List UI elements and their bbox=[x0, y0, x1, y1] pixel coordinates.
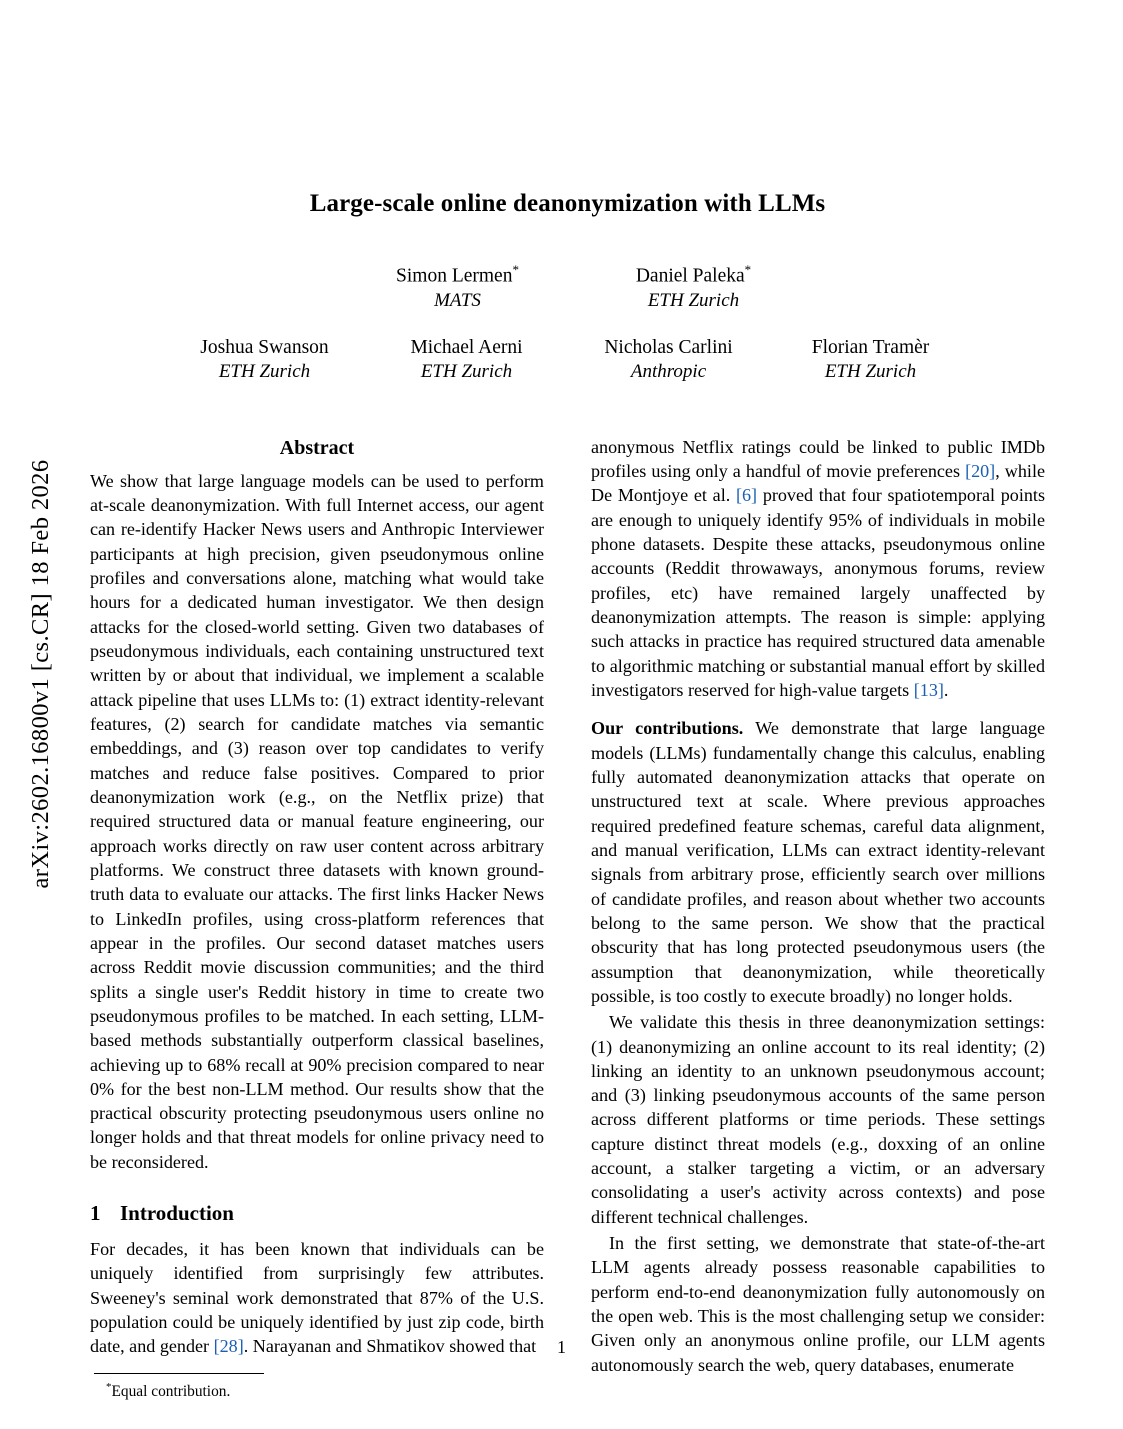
footnote-equal-contribution bbox=[90, 1380, 544, 1402]
author-name: Michael Aerni bbox=[410, 336, 523, 358]
author-affiliation: ETH Zurich bbox=[218, 360, 311, 382]
abstract-text: We show that large language models can be used to perform at-scale deanonymization. With full Internet access, our agent can re-identify Hacker News users and Anthropic Interviewer participants at high precision, given pseudonymous online profiles and conversations alone, matching what would take hours for a dedicated human investigator. We then design attacks for the closed-world setting. Given two databases of pseudonymous individuals, each containing unstructured text written by or about that individual, we implement a scalable attack pipeline that uses LLMs to: (1) extract identity-relevant features, (2) search for candidate matches via semantic embeddings, and (3) reason over top candidates to verify matches and reduce false positives. Compared to prior deanonymization work (e.g., on the Netflix prize) that required structured data or manual feature engineering, our approach works directly on raw user content across arbitrary platforms. We construct three datasets with known ground-truth data to evaluate our attacks. The first links Hacker News to LinkedIn profiles, using cross-platform references that appear in the profiles. Our second dataset matches users across Reddit movie discussion communities; and the third splits a single user's Reddit history in time to create two pseudonymous profiles to be matched. In each setting, LLM-based methods substantially outperform classical baselines, achieving up to 68% recall at 90% precision compared to near 0% for the best non-LLM method. Our results show that the practical obscurity protecting pseudonymous users online no longer holds and that threat models for online privacy need to be reconsidered. bbox=[90, 470, 544, 1172]
right-text-b: , while De Montjoye et al. bbox=[591, 460, 1045, 506]
citation-20[interactable]: [20] bbox=[965, 460, 996, 481]
author-affiliation: MATS bbox=[434, 289, 481, 311]
footnote-divider bbox=[94, 1373, 264, 1374]
page-number: 1 bbox=[557, 1337, 566, 1357]
intro-text-b: . Narayanan and Shmatikov showed that bbox=[243, 1336, 537, 1357]
abstract-heading: Abstract bbox=[279, 436, 355, 459]
author-footnote-marker: * bbox=[512, 262, 519, 277]
contributions-text: We demonstrate that large language models (LLMs) fundamentally change this calculus, enabling fully automated deanonymization attacks that operate on unstructured text at scale. Where previous approaches required predefined feature schemas, careful data alignment, and manual verification, LLMs can extract identity-relevant signals from arbitrary prose, efficiently search over millions of candidate profiles, and reason about whether two accounts belong to the same person. We show that the practical obscurity that has long protected pseudonymous users (the assumption that deanonymization, while theoretically possible, is too costly to execute broadly) no longer holds. bbox=[591, 718, 1045, 1006]
paper-content bbox=[90, 150, 1045, 1402]
author-name: Joshua Swanson bbox=[200, 336, 329, 358]
right-text-d: . bbox=[943, 679, 949, 700]
author-affiliation: ETH Zurich bbox=[420, 360, 513, 382]
author-affiliation: Anthropic bbox=[630, 360, 707, 382]
author-daniel-paleka bbox=[623, 262, 765, 314]
author-name-text: Simon Lermen bbox=[396, 265, 513, 287]
author-footnote-marker: * bbox=[744, 262, 752, 277]
author-name bbox=[623, 262, 765, 289]
author-simon-lermen bbox=[387, 262, 529, 314]
right-paragraph-3: We validate this thesis in three deanonymization settings: (1) deanonymizing an online account to its real identity; (2) linking an identity to an unknown pseudonymous account; and (3) linking pseudonymous accounts of the same person across different platforms or time periods. These settings capture distinct threat models (e.g., doxxing of an online account, a stalker targeting a victim, or an adversary consolidating a user's activity across contexts) and pose different technical challenges. bbox=[591, 1012, 1045, 1227]
author-nicholas-carlini bbox=[598, 336, 740, 385]
section-title-text: Introduction bbox=[120, 1201, 234, 1226]
author-name-text: Daniel Paleka bbox=[635, 265, 745, 287]
author-affiliation: ETH Zurich bbox=[647, 289, 740, 311]
author-name: Nicholas Carlini bbox=[604, 336, 733, 358]
right-paragraph-4: In the first setting, we demonstrate that state-of-the-art LLM agents already possess reasonable capabilities to perform end-to-end deanonymization fully autonomously on the open web. This is the most challenging setup we consider: Given only an anonymous online profile, our LLM agents autonomously search the web, query databases, enumerate bbox=[591, 1233, 1045, 1375]
citation-6[interactable]: [6] bbox=[735, 485, 758, 506]
page-title: Large-scale online deanonymization with LLMs bbox=[309, 190, 826, 217]
section-number: 1 bbox=[90, 1201, 101, 1226]
contributions-paragraph bbox=[591, 716, 1045, 1008]
author-name: Florian Tramèr bbox=[811, 336, 930, 358]
footnote-marker: * bbox=[106, 1380, 112, 1393]
two-column-body bbox=[90, 435, 1045, 1402]
author-block bbox=[90, 262, 1045, 385]
arxiv-identifier-stamp: arXiv:2602.16800v1 [cs.CR] 18 Feb 2026 bbox=[27, 459, 54, 889]
citation-28[interactable]: [28] bbox=[213, 1336, 244, 1357]
intro-text-a: For decades, it has been known that individuals can be uniquely identified from surprisingly few attributes. Sweeney's seminal work demonstrated that 87% of the U.S. population could be uniquely identified by just zip code, birth date, and gender bbox=[90, 1239, 544, 1357]
author-name bbox=[387, 262, 529, 289]
author-row-2 bbox=[90, 336, 1045, 385]
footnote-text: Equal contribution. bbox=[111, 1382, 231, 1400]
right-text-c: proved that four spatiotemporal points are enough to uniquely identify 95% of individuals in mobile phone datasets. Despite these attacks, pseudonymous online accounts (Reddit throwaways, anonymous forums, review profiles, etc) have remained largely unaffected by deanonymization attempts. The reason is simple: applying such attacks in practice has required structured data amenable to algorithmic matching or substantial manual effort by skilled investigators reserved for high-value targets bbox=[591, 485, 1045, 700]
citation-13[interactable]: [13] bbox=[913, 679, 944, 700]
author-affiliation: ETH Zurich bbox=[824, 360, 917, 382]
author-michael-aerni bbox=[396, 336, 538, 385]
section-heading-introduction bbox=[90, 1201, 544, 1226]
author-joshua-swanson bbox=[194, 336, 336, 385]
right-text-a: anonymous Netflix ratings could be linked to public IMDb profiles using only a handful of movie preferences bbox=[591, 436, 1045, 481]
author-florian-tramer bbox=[800, 336, 942, 385]
contributions-runin-heading: Our contributions. bbox=[591, 718, 744, 739]
column-right bbox=[591, 435, 1045, 1402]
column-left bbox=[90, 435, 544, 1402]
author-row-1 bbox=[90, 262, 1045, 314]
right-paragraph-1 bbox=[591, 435, 1045, 703]
